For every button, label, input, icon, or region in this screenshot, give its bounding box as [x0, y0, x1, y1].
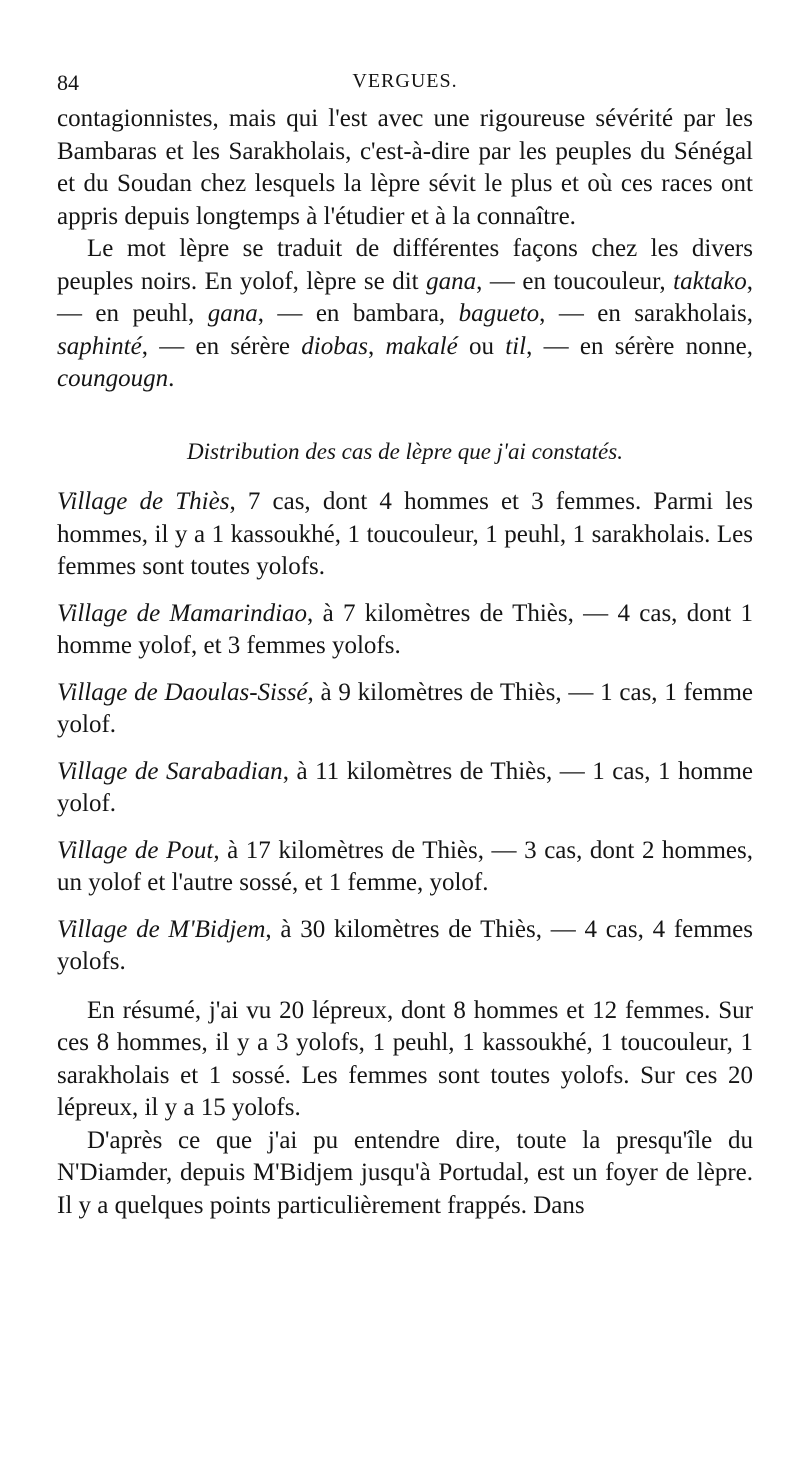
text-run: , — en bambara, [257, 300, 459, 327]
text-run: , — en toucouleur, [476, 267, 674, 295]
village-details: , à 11 kilomètres de Thiès, — 1 cas, 1 homme yolof. [57, 757, 754, 817]
village-name: Village de M'Bidjem [57, 915, 266, 943]
term-peuhl: gana [207, 300, 258, 327]
text-run: , — en sérère nonne, [526, 332, 753, 360]
text-run: , — en sarakholais, [539, 300, 754, 327]
village-details: , à 9 kilomètres de Thiès, — 1 cas, 1 femme yolof. [57, 678, 753, 738]
text-run: ou [457, 332, 506, 360]
final-paragraph: D'après ce que j'ai pu entendre dire, toute la presqu'île du N'Diamder, depuis M'Bidjem jusqu'à Portudal, est un foyer de lèpre. Il y a quelques points particulièrement frappés. Dans [57, 1126, 753, 1219]
village-entry [57, 486, 753, 584]
term-serere-nonne: coungougn [57, 365, 169, 392]
term-sarakholais: saphinté [57, 332, 142, 360]
village-name: Village de Thiès [57, 488, 230, 515]
text-run: . [168, 365, 175, 392]
text-run: , — en sérère [141, 332, 302, 360]
village-name: Village de Daoulas-Sissé [57, 678, 308, 706]
text-run: Le mot lèpre se traduit de différentes façons chez les divers peuples noirs. En yolof, lèpre se dit [57, 235, 753, 295]
village-name: Village de Pout [57, 836, 214, 864]
term-toucouleur: taktako [673, 267, 747, 295]
village-details: , à 7 kilomètres de Thiès, — 4 cas, dont 1 homme yolof, et 3 femmes yolofs. [57, 599, 753, 659]
term-yolof: gana [426, 267, 477, 295]
village-entry [57, 835, 753, 900]
section-heading: Distribution des cas de lèpre que j'ai constatés. [187, 438, 623, 464]
summary-paragraph: En résumé, j'ai vu 20 lépreux, dont 8 hommes et 12 femmes. Sur ces 8 hommes, il y a 3 yolofs, 1 peuhl, 1 kassoukhé, 1 toucouleur, 1 sarakholais et 1 sossé. Les femmes sont toutes yolofs. Sur ces 20 lépreux, il y a 15 yolofs. [57, 996, 753, 1121]
village-details: , à 17 kilomètres de Thiès, — 3 cas, dont 2 hommes, un yolof et l'autre sossé, et 1 femme, yolof. [57, 836, 753, 896]
paragraph-leprosy-names [57, 233, 753, 396]
village-name: Village de Sarabadian [57, 757, 283, 785]
village-details: , 7 cas, dont 4 hommes et 3 femmes. Parmi les hommes, il y a 1 kassoukhé, 1 toucouleur, 1 peuhl, 1 sarakholais. Les femmes sont toutes yolofs. [57, 488, 753, 580]
term-bambara: bagueto [458, 300, 540, 327]
village-details: , à 30 kilomètres de Thiès, — 4 cas, 4 femmes yolofs. [57, 915, 753, 975]
text-run: , — en peuhl, [57, 267, 753, 327]
term-serere-2: makalé [385, 332, 458, 360]
term-serere-1: diobas [301, 332, 368, 360]
page-header [57, 70, 753, 100]
village-entry [57, 756, 753, 821]
term-serere-3: til [505, 332, 527, 360]
village-name: Village de Mamarindiao [57, 599, 308, 627]
village-entry [57, 677, 753, 742]
running-title: VERGUES. [352, 70, 458, 92]
page-number: 84 [57, 70, 79, 95]
page-body [57, 103, 753, 1222]
paragraph-continued: contagionnistes, mais qui l'est avec une rigoureuse sévérité par les Bambaras et les Sarakholais, c'est-à-dire par les peuples du Sénégal et du Soudan chez lesquels la lèpre sévit le plus et où ces races ont appris depuis longtemps à l'étudier et à la connaître. [57, 105, 753, 230]
village-entry [57, 914, 753, 979]
text-run: , [367, 332, 386, 360]
village-entry [57, 598, 753, 663]
